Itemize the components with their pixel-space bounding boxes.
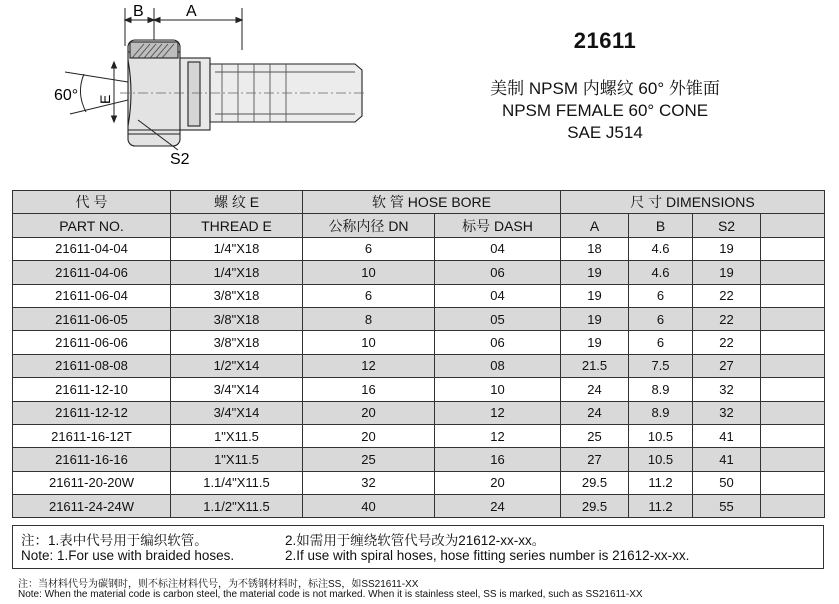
cell-blank	[761, 261, 825, 284]
fitting-drawing	[10, 0, 370, 180]
cell-s2: 19	[693, 261, 761, 284]
table-row	[13, 354, 825, 377]
cell-thread: 3/4"X14	[171, 401, 303, 424]
cell-blank	[761, 284, 825, 307]
cell-blank	[761, 448, 825, 471]
cell-dn: 25	[303, 448, 435, 471]
cell-part: 21611-16-12T	[13, 424, 171, 447]
cell-a: 24	[561, 401, 629, 424]
cell-blank	[761, 401, 825, 424]
cell-part: 21611-12-12	[13, 401, 171, 424]
cell-b: 11.2	[629, 471, 693, 494]
cell-a: 29.5	[561, 495, 629, 518]
cell-s2: 27	[693, 354, 761, 377]
table-row	[13, 261, 825, 284]
cell-dash: 16	[435, 448, 561, 471]
cell-s2: 22	[693, 331, 761, 354]
table-row	[13, 331, 825, 354]
header-dash: 标号 DASH	[435, 214, 561, 237]
spec-table	[12, 190, 825, 518]
table-row	[13, 284, 825, 307]
header-dimensions: 尺 寸 DIMENSIONS	[561, 191, 825, 214]
header-part-no: PART NO.	[13, 214, 171, 237]
cell-b: 6	[629, 331, 693, 354]
fitting-body	[120, 40, 366, 146]
table-row	[13, 424, 825, 447]
cell-dn: 10	[303, 261, 435, 284]
cell-thread: 1.1/2"X11.5	[171, 495, 303, 518]
cell-dash: 08	[435, 354, 561, 377]
cell-s2: 41	[693, 424, 761, 447]
header-thread-e: THREAD E	[171, 214, 303, 237]
note-english	[21, 548, 689, 563]
cone-angle-label: 60°	[54, 87, 79, 104]
header-a: A	[561, 214, 629, 237]
cell-s2: 22	[693, 284, 761, 307]
cell-dn: 16	[303, 378, 435, 401]
cell-dash: 04	[435, 237, 561, 260]
cell-dash: 20	[435, 471, 561, 494]
cell-b: 4.6	[629, 261, 693, 284]
cell-b: 8.9	[629, 401, 693, 424]
cell-part: 21611-06-06	[13, 331, 171, 354]
cell-thread: 3/8"X18	[171, 331, 303, 354]
cell-dn: 10	[303, 331, 435, 354]
cell-thread: 3/4"X14	[171, 378, 303, 401]
table-row	[13, 237, 825, 260]
cell-dash: 06	[435, 261, 561, 284]
cell-part: 21611-16-16	[13, 448, 171, 471]
cell-dn: 6	[303, 284, 435, 307]
cell-s2: 32	[693, 401, 761, 424]
hex-s2-label: S2	[170, 151, 190, 168]
cell-dash: 12	[435, 401, 561, 424]
cell-b: 10.5	[629, 424, 693, 447]
cell-a: 21.5	[561, 354, 629, 377]
cell-dn: 20	[303, 424, 435, 447]
table-row	[13, 471, 825, 494]
title-standard: SAE J514	[567, 123, 643, 142]
cell-blank	[761, 307, 825, 330]
footer-note-chinese: 注：当材料代号为碳钢时，则不标注材料代号，为不锈钢材料时，标注SS，如SS21611-XX	[18, 579, 419, 590]
cell-a: 19	[561, 307, 629, 330]
cell-blank	[761, 331, 825, 354]
note-chinese	[21, 529, 545, 549]
table-header-row	[13, 191, 825, 214]
cell-blank	[761, 237, 825, 260]
header-dn: 公称内径 DN	[303, 214, 435, 237]
cell-thread: 1.1/4"X11.5	[171, 471, 303, 494]
header-thread: 螺 纹 E	[171, 191, 303, 214]
cell-part: 21611-04-06	[13, 261, 171, 284]
cell-a: 29.5	[561, 471, 629, 494]
cell-dash: 05	[435, 307, 561, 330]
cell-dash: 24	[435, 495, 561, 518]
cell-a: 19	[561, 331, 629, 354]
table-row	[13, 448, 825, 471]
table-row	[13, 401, 825, 424]
title-english: NPSM FEMALE 60° CONE	[501, 101, 709, 120]
cell-part: 21611-08-08	[13, 354, 171, 377]
cell-s2: 32	[693, 378, 761, 401]
cell-blank	[761, 354, 825, 377]
cell-blank	[761, 495, 825, 518]
cell-thread: 1/2"X14	[171, 354, 303, 377]
cell-b: 6	[629, 284, 693, 307]
dimension-a-label: A	[186, 3, 197, 20]
cell-thread: 1/4"X18	[171, 261, 303, 284]
cell-part: 21611-06-05	[13, 307, 171, 330]
note-en-1: Note: 1.For use with braided hoses.	[21, 548, 235, 563]
cell-thread: 3/8"X18	[171, 307, 303, 330]
cell-dn: 6	[303, 237, 435, 260]
cell-part: 21611-24-24W	[13, 495, 171, 518]
cell-a: 18	[561, 237, 629, 260]
cell-thread: 1"X11.5	[171, 424, 303, 447]
cell-b: 8.9	[629, 378, 693, 401]
cell-part: 21611-20-20W	[13, 471, 171, 494]
cell-blank	[761, 424, 825, 447]
cell-dn: 32	[303, 471, 435, 494]
cell-dn: 8	[303, 307, 435, 330]
thread-e-label: E	[97, 94, 113, 104]
cell-s2: 41	[693, 448, 761, 471]
thread-dimension	[112, 62, 117, 122]
cell-a: 27	[561, 448, 629, 471]
dimension-b-label: B	[133, 3, 144, 20]
cell-s2: 55	[693, 495, 761, 518]
cell-part: 21611-04-04	[13, 237, 171, 260]
cell-blank	[761, 471, 825, 494]
header-s2: S2	[693, 214, 761, 237]
cell-dn: 40	[303, 495, 435, 518]
cell-part: 21611-12-10	[13, 378, 171, 401]
cell-dash: 06	[435, 331, 561, 354]
cell-dash: 10	[435, 378, 561, 401]
cell-thread: 1/4"X18	[171, 237, 303, 260]
cell-b: 6	[629, 307, 693, 330]
title-block	[440, 28, 770, 144]
part-number-title: 21611	[573, 28, 637, 53]
note-cn-1: 注：1.表中代号用于编织软管。	[21, 533, 208, 548]
cell-a: 24	[561, 378, 629, 401]
footer-note-english: Note: When the material code is carbon steel, the material code is not marked. When it is stainless steel, SS is marked, such as SS21611-XX	[18, 589, 643, 600]
cell-blank	[761, 378, 825, 401]
note-en-2: 2.If use with spiral hoses, hose fitting series number is 21612-xx-xx.	[285, 548, 690, 563]
cell-part: 21611-06-04	[13, 284, 171, 307]
cell-b: 10.5	[629, 448, 693, 471]
header-part: 代 号	[13, 191, 171, 214]
cell-dash: 12	[435, 424, 561, 447]
table-row	[13, 495, 825, 518]
cell-dash: 04	[435, 284, 561, 307]
cell-s2: 19	[693, 237, 761, 260]
cell-b: 4.6	[629, 237, 693, 260]
cell-s2: 50	[693, 471, 761, 494]
notes-box	[12, 525, 824, 569]
cell-b: 11.2	[629, 495, 693, 518]
header-blank	[761, 214, 825, 237]
table-header-row	[13, 214, 825, 237]
cell-a: 19	[561, 261, 629, 284]
cell-thread: 3/8"X18	[171, 284, 303, 307]
cell-dn: 20	[303, 401, 435, 424]
cell-a: 25	[561, 424, 629, 447]
cell-dn: 12	[303, 354, 435, 377]
cell-a: 19	[561, 284, 629, 307]
header-hose-bore: 软 管 HOSE BORE	[303, 191, 561, 214]
header-b: B	[629, 214, 693, 237]
cell-s2: 22	[693, 307, 761, 330]
note-cn-2: 2.如需用于缠绕软管代号改为21612-xx-xx。	[285, 533, 546, 548]
table-row	[13, 307, 825, 330]
table-row	[13, 378, 825, 401]
title-chinese: 美制 NPSM 内螺纹 60° 外锥面	[490, 79, 720, 98]
cell-thread: 1"X11.5	[171, 448, 303, 471]
cell-b: 7.5	[629, 354, 693, 377]
